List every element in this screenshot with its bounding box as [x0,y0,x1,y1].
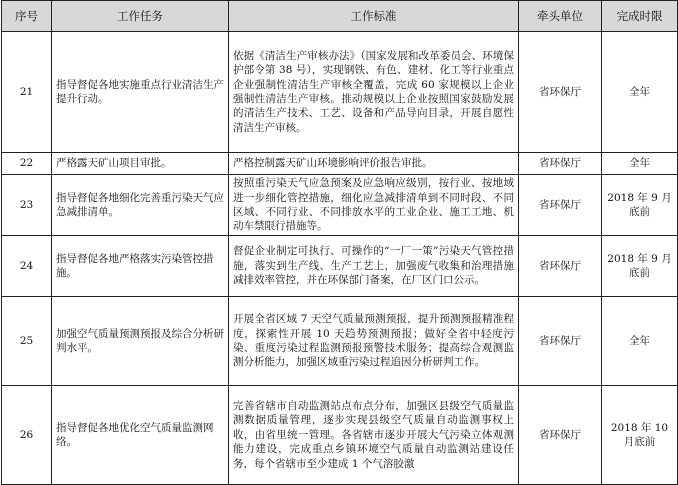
row-number: 21 [2,32,52,153]
row-deadline: 2018 年 9 月底前 [602,236,678,297]
row-number: 26 [2,386,52,485]
table-row [2,153,678,175]
header-task: 工作任务 [52,1,229,32]
row-standard: 依据《清洁生产审核办法》（国家发展和改革委员会、环境保护部令第 38 号），实现钢铁、有色、建材、化工等行业重点企业强制性清洁生产审核全覆盖，完成 60 家规模以上企业强制性清洁生产审核。推动规模以上企业按照国家鼓励发展的清洁生产技术、工艺、设备和产品导向目录，开展自愿性清洁生产审核。 [229,32,519,153]
row-deadline: 全年 [602,297,678,386]
header-row [2,1,678,32]
row-deadline: 2018 年 9 月底前 [602,175,678,236]
table-row [2,175,678,236]
row-task: 加强空气质量预测预报及综合分析研判水平。 [52,297,229,386]
header-deadline: 完成时限 [602,1,678,32]
row-unit: 省环保厅 [519,32,602,153]
row-task: 指导督促各地细化完善重污染天气应急减排清单。 [52,175,229,236]
row-deadline: 2018 年 10 月底前 [602,386,678,485]
header-unit: 牵头单位 [519,1,602,32]
row-standard: 督促企业制定可执行、可操作的“一厂一策”污染天气管控措施，落实到生产线、生产工艺上，加强废气收集和治理措施减排效率管控，并在环保部门备案，在厂区门口公示。 [229,236,519,297]
row-unit: 省环保厅 [519,153,602,175]
row-standard: 按照重污染天气应急预案及应急响应级别，按行业、按地域进一步细化管控措施，细化应急减排清单到不同时段、不同区域、不同行业、不同排放水平的工业企业、施工工地、机动车禁限行措施等。 [229,175,519,236]
table-row [2,32,678,153]
row-unit: 省环保厅 [519,236,602,297]
row-task: 指导督促各地优化空气质量监测网络。 [52,386,229,485]
row-task: 严格露天矿山项目审批。 [52,153,229,175]
row-number: 22 [2,153,52,175]
row-number: 24 [2,236,52,297]
row-standard: 严格控制露天矿山环境影响评价报告审批。 [229,153,519,175]
table-row [2,386,678,485]
row-deadline: 全年 [602,32,678,153]
table-row [2,297,678,386]
task-table [1,0,678,485]
row-number: 23 [2,175,52,236]
row-standard: 完善省辖市自动监测站点布点分布，加强区县级空气质量监测数据质量管理，逐步实现县级空气质量自动监测事权上收，由省里统一管理。各省辖市逐步开展大气污染立体观测能力建设，完成重点乡镇环境空气质量自动监测站建设任务，每个省辖市至少建成 1 个气溶胶激 [229,386,519,485]
header-standard: 工作标准 [229,1,519,32]
row-standard: 开展全省区域 7 天空气质量预测预报，提升预测预报精准程度，探索性开展 10 天趋势预测预报；做好全省中轻度污染、重度污染过程监测预报预警技术服务；提高综合观测监测分析能力，加强区域重污染过程追因分析研判工作。 [229,297,519,386]
table-row [2,236,678,297]
row-deadline: 全年 [602,153,678,175]
row-task: 指导督促各地实施重点行业清洁生产提升行动。 [52,32,229,153]
header-no: 序号 [2,1,52,32]
row-number: 25 [2,297,52,386]
row-unit: 省环保厅 [519,175,602,236]
row-unit: 省环保厅 [519,297,602,386]
row-unit: 省环保厅 [519,386,602,485]
row-task: 指导督促各地严格落实污染管控措施。 [52,236,229,297]
